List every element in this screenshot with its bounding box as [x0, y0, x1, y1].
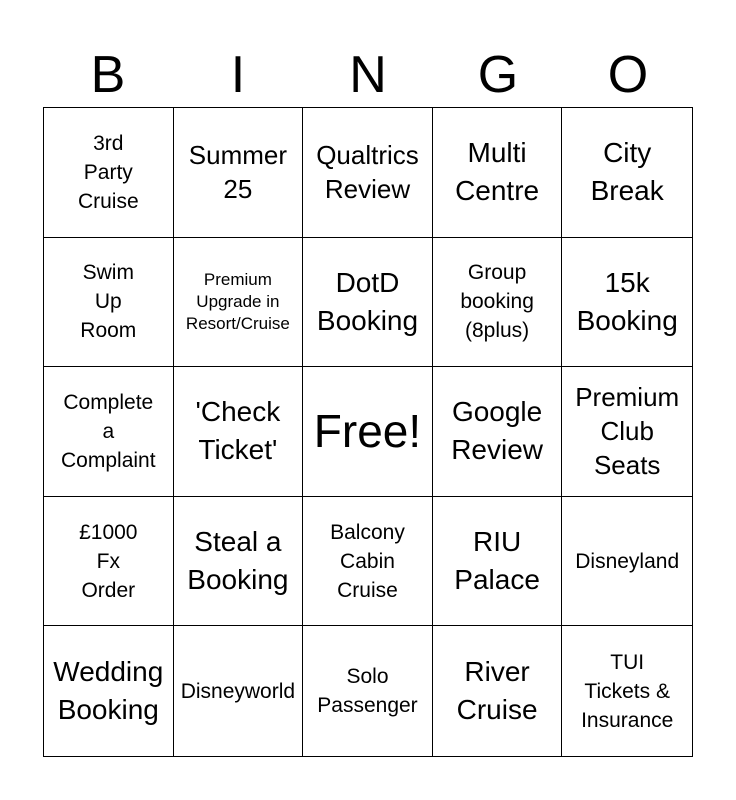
header-letter-o: O [607, 46, 649, 104]
bingo-cell-r1-c2[interactable]: Summer 25 [174, 108, 304, 238]
bingo-cell-r5-c4[interactable]: River Cruise [433, 626, 563, 756]
bingo-board [43, 107, 693, 757]
bingo-cell-r5-c5[interactable]: TUI Tickets & Insurance [581, 650, 674, 732]
bingo-cell-r4-c1[interactable]: £1000 Fx Order [44, 497, 174, 627]
bingo-cell-r2-c5[interactable]: 15k Booking [562, 238, 692, 368]
header-letter-b: B [90, 46, 126, 104]
bingo-cell-r2-c2[interactable]: Premium Upgrade in Resort/Cruise [174, 238, 304, 368]
header-letter-i: I [230, 46, 246, 104]
bingo-cell-r3-c1[interactable]: Complete a Complaint [44, 367, 174, 497]
bingo-cell-r2-c3[interactable]: DotD Booking [303, 238, 433, 368]
bingo-cell-r2-c1[interactable]: Swim Up Room [44, 238, 174, 368]
bingo-cell-r4-c5[interactable]: Disneyland [562, 497, 692, 627]
bingo-cell-r5-c1[interactable]: Wedding Booking [44, 626, 174, 756]
bingo-cell-r3-c2[interactable]: 'Check Ticket' [174, 367, 304, 497]
bingo-cell-r1-c4[interactable]: Multi Centre [433, 108, 563, 238]
bingo-cell-r5-c2[interactable]: Disneyworld [174, 626, 304, 756]
bingo-cell-r5-c3[interactable]: Solo Passenger [303, 626, 433, 756]
header-letter-g: G [477, 46, 519, 104]
bingo-cell-r1-c5[interactable]: City Break [562, 108, 692, 238]
bingo-cell-r4-c2[interactable]: Steal a Booking [174, 497, 304, 627]
bingo-cell-r1-c3[interactable]: Qualtrics Review [303, 108, 433, 238]
bingo-header [43, 46, 693, 104]
bingo-cell-r4-c3[interactable]: Balcony Cabin Cruise [303, 497, 433, 627]
bingo-cell-r1-c1[interactable]: 3rd Party Cruise [44, 108, 174, 238]
bingo-cell-r3-c4[interactable]: Google Review [433, 367, 563, 497]
header-letter-n: N [349, 46, 387, 104]
bingo-cell-r3-c3[interactable]: Free! [303, 367, 433, 497]
bingo-cell-r4-c4[interactable]: RIU Palace [433, 497, 563, 627]
bingo-cell-r3-c5[interactable]: Premium Club Seats [562, 367, 692, 497]
bingo-cell-r2-c4[interactable]: Group booking (8plus) [433, 238, 563, 368]
